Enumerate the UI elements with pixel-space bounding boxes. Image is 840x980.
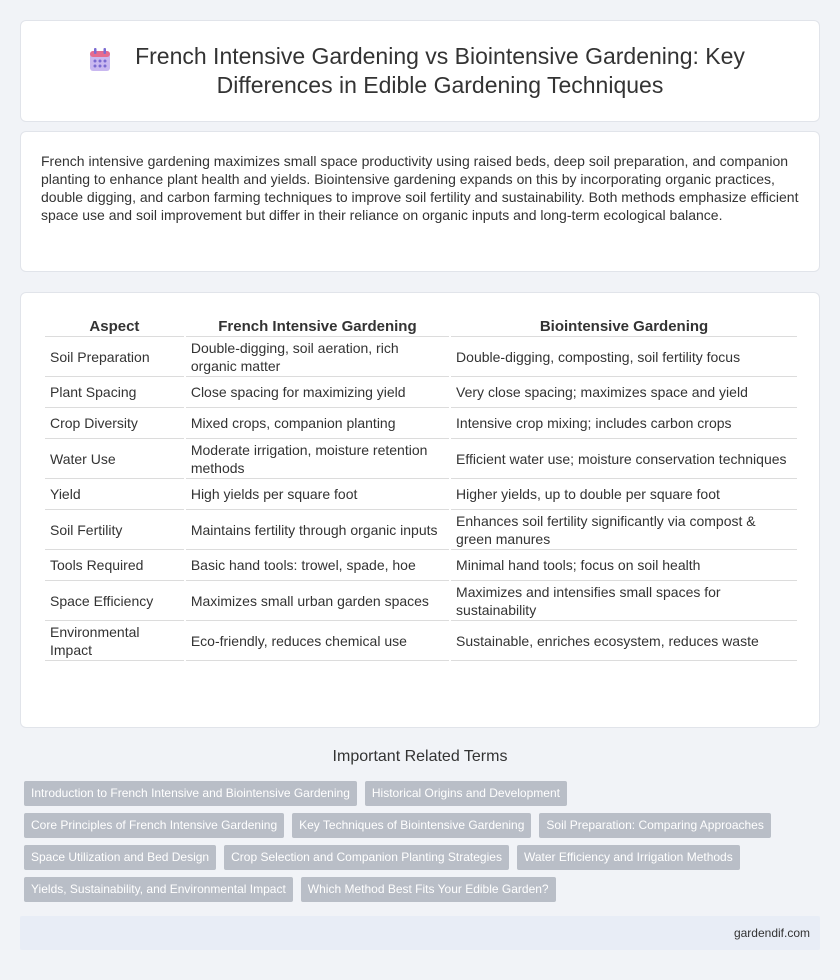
related-tag[interactable]: Yields, Sustainability, and Environmental Impact — [24, 877, 293, 902]
cell-bio: Sustainable, enriches ecosystem, reduces waste — [451, 621, 797, 661]
cell-french: Moderate irrigation, moisture retention methods — [186, 439, 449, 479]
page-title: French Intensive Gardening vs Biointensive Gardening: Key Differences in Edible Gardening Techniques — [135, 43, 745, 98]
cell-bio: Maximizes and intensifies small spaces for sustainability — [451, 581, 797, 621]
related-tag[interactable]: Introduction to French Intensive and Biointensive Gardening — [24, 781, 357, 806]
cell-bio: Minimal hand tools; focus on soil health — [451, 550, 797, 581]
table-row — [45, 408, 797, 439]
cell-aspect: Water Use — [45, 439, 184, 479]
cell-aspect: Soil Preparation — [45, 337, 184, 377]
table-header-row — [45, 316, 797, 337]
table-row — [45, 621, 797, 661]
cell-french: Close spacing for maximizing yield — [186, 377, 449, 408]
header-french: French Intensive Gardening — [186, 316, 449, 337]
cell-bio: Double-digging, composting, soil fertility focus — [451, 337, 797, 377]
cell-french: High yields per square foot — [186, 479, 449, 510]
table-row — [45, 337, 797, 377]
table-row — [45, 439, 797, 479]
table-row — [45, 510, 797, 550]
cell-aspect: Yield — [45, 479, 184, 510]
cell-aspect: Plant Spacing — [45, 377, 184, 408]
table-row — [45, 550, 797, 581]
related-tag[interactable]: Key Techniques of Biointensive Gardening — [292, 813, 531, 838]
cell-aspect: Tools Required — [45, 550, 184, 581]
cell-french: Maintains fertility through organic inputs — [186, 510, 449, 550]
cell-aspect: Environmental Impact — [45, 621, 184, 661]
intro-paragraph: French intensive gardening maximizes small space productivity using raised beds, deep soil preparation, and companion planting to enhance plant health and yields. Biointensive gardening expands on this by incorporating organic practices, double digging, and carbon farming techniques to improve soil fertility and sustainability. Both methods emphasize efficient space use and soil improvement but differ in their reliance on organic inputs and long-term ecological balance. — [41, 153, 799, 223]
related-tag[interactable]: Historical Origins and Development — [365, 781, 567, 806]
comparison-table-card — [20, 292, 820, 728]
related-terms-heading: Important Related Terms — [332, 748, 508, 765]
header-bio: Biointensive Gardening — [451, 316, 797, 337]
related-tag[interactable]: Which Method Best Fits Your Edible Garden? — [301, 877, 556, 902]
cell-aspect: Crop Diversity — [45, 408, 184, 439]
footer — [20, 916, 820, 950]
related-tag[interactable]: Crop Selection and Companion Planting Strategies — [224, 845, 509, 870]
cell-french: Mixed crops, companion planting — [186, 408, 449, 439]
header-aspect: Aspect — [45, 316, 184, 337]
related-tag[interactable]: Space Utilization and Bed Design — [24, 845, 216, 870]
related-terms-list — [24, 781, 824, 909]
cell-bio: Very close spacing; maximizes space and yield — [451, 377, 797, 408]
cell-aspect: Space Efficiency — [45, 581, 184, 621]
cell-bio: Higher yields, up to double per square foot — [451, 479, 797, 510]
cell-french: Double-digging, soil aeration, rich organic matter — [186, 337, 449, 377]
related-tag[interactable]: Water Efficiency and Irrigation Methods — [517, 845, 740, 870]
cell-french: Maximizes small urban garden spaces — [186, 581, 449, 621]
cell-french: Basic hand tools: trowel, spade, hoe — [186, 550, 449, 581]
cell-bio: Enhances soil fertility significantly via compost & green manures — [451, 510, 797, 550]
header-card — [20, 20, 820, 122]
table-row — [45, 479, 797, 510]
related-tag[interactable]: Soil Preparation: Comparing Approaches — [539, 813, 770, 838]
cell-french: Eco-friendly, reduces chemical use — [186, 621, 449, 661]
cell-bio: Intensive crop mixing; includes carbon crops — [451, 408, 797, 439]
cell-bio: Efficient water use; moisture conservation techniques — [451, 439, 797, 479]
footer-site-link[interactable]: gardendif.com — [733, 926, 810, 940]
related-tag[interactable]: Core Principles of French Intensive Gardening — [24, 813, 284, 838]
comparison-table — [43, 316, 799, 661]
table-row — [45, 377, 797, 408]
cell-aspect: Soil Fertility — [45, 510, 184, 550]
intro-card — [20, 131, 820, 272]
table-row — [45, 581, 797, 621]
